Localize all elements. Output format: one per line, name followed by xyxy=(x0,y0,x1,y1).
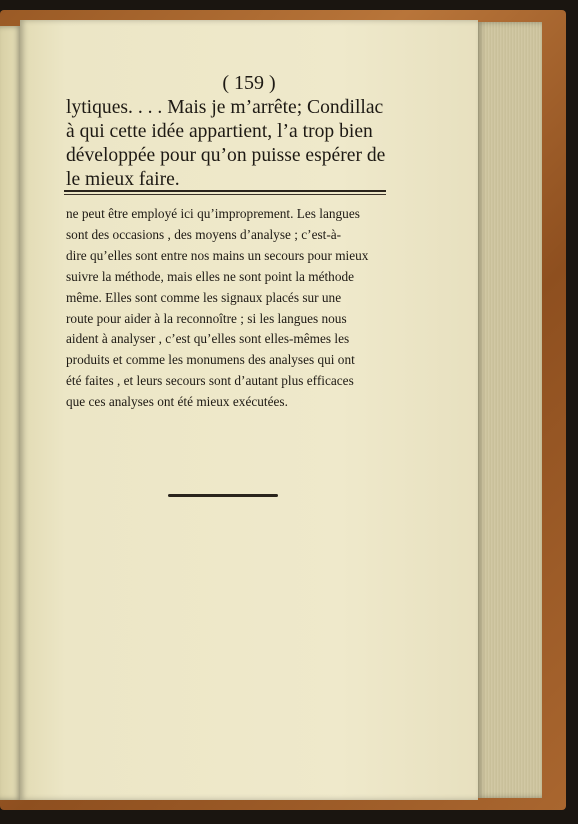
text-line: sont des occasions , des moyens d’analyse ; c’est-à- xyxy=(66,226,342,242)
text-line: que ces analyses ont été mieux exécutées. xyxy=(66,394,288,410)
book-page xyxy=(20,20,478,800)
separator-rule xyxy=(64,190,386,192)
end-ornament-rule xyxy=(168,494,278,497)
text-line: développée pour qu’on puisse espérer de xyxy=(66,145,386,166)
text-line: ne peut être employé ici qu’improprement. Les langues xyxy=(66,206,360,221)
text-line: suivre la méthode, mais elles ne sont point la méthode xyxy=(66,268,355,284)
text-line: le mieux faire. xyxy=(66,169,180,190)
text-line: à qui cette idée appartient, l’a trop bien xyxy=(66,121,373,142)
footnote-text xyxy=(66,204,384,413)
text-line: produits et comme les monumens des analyses qui ont xyxy=(66,352,355,368)
text-line: route pour aider à la reconnoître ; si les langues nous xyxy=(66,310,347,326)
text-line: dire qu’elles sont entre nos mains un secours pour mieux xyxy=(66,247,369,263)
text-line: été faites , et leurs secours sont d’autant plus efficaces xyxy=(66,373,354,389)
text-line: même. Elles sont comme les signaux placés sur une xyxy=(66,289,342,305)
footnote-continuation xyxy=(66,96,384,192)
page-edges xyxy=(476,22,542,798)
left-page-edge xyxy=(0,26,22,800)
page-number: ( 159 ) xyxy=(222,72,276,94)
separator-rule-thin xyxy=(64,194,386,195)
text-line: aident à analyser , c’est qu’elles sont elles-mêmes les xyxy=(66,331,350,347)
text-line: lytiques. . . . Mais je m’arrête; Condillac xyxy=(66,97,384,118)
